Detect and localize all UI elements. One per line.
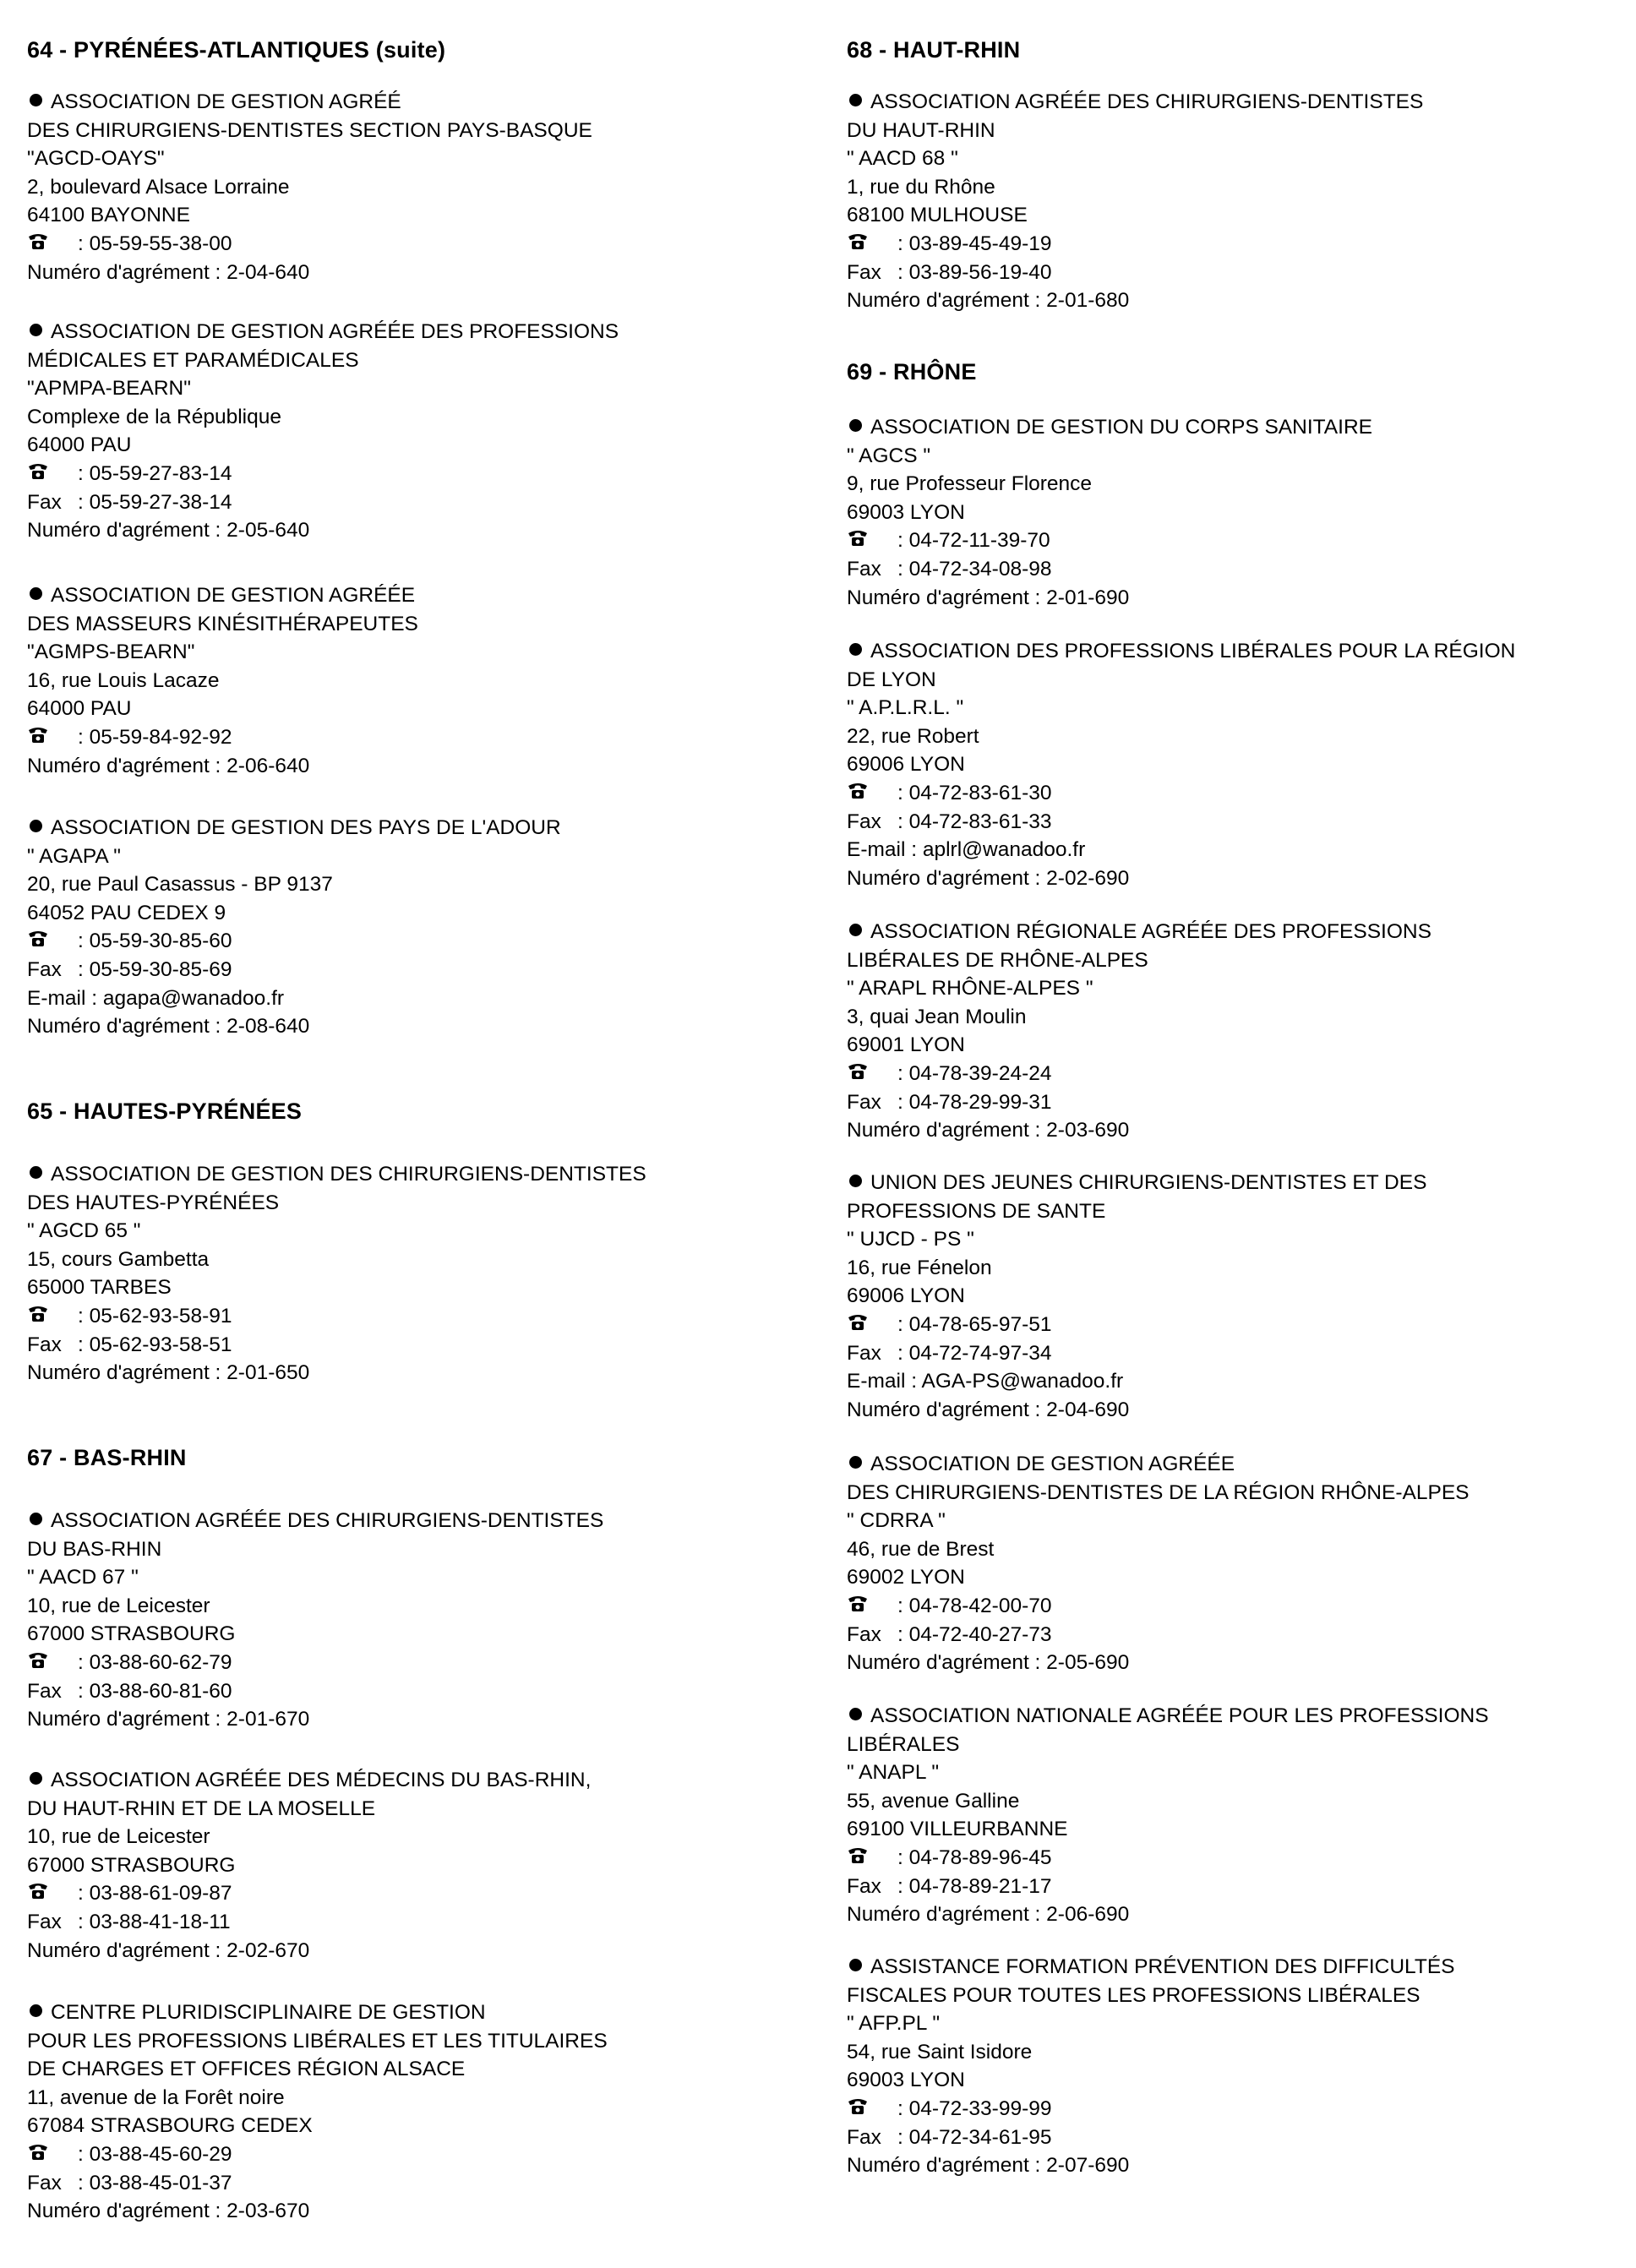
entry-name: DU HAUT-RHIN ET DE LA MOSELLE <box>27 1796 376 1820</box>
entry-phone: : 04-78-65-97-51 <box>897 1312 1052 1336</box>
entry-city: 69006 LYON <box>847 1284 965 1308</box>
entry-name: ASSOCIATION AGRÉÉE DES CHIRURGIENS-DENTISTES <box>51 1509 604 1532</box>
entry-name: ASSOCIATION DE GESTION DU CORPS SANITAIRE <box>870 416 1372 439</box>
fax-label: Fax <box>847 1341 881 1365</box>
bullet-icon <box>30 820 42 832</box>
bullet-icon <box>849 94 862 106</box>
fax-label: Fax <box>847 810 881 833</box>
entry-acronym: " A.P.L.R.L. " <box>847 696 964 720</box>
entry-city: 69002 LYON <box>847 1566 965 1589</box>
entry-agrement: Numéro d'agrément : 2-01-690 <box>847 586 1130 609</box>
entry-fax: : 03-88-60-81-60 <box>78 1679 232 1703</box>
entry-name: ASSOCIATION DE GESTION AGRÉÉE DES PROFESSIONS <box>51 320 619 343</box>
fax-label: Fax <box>847 1874 881 1898</box>
entry-name: ASSOCIATION DE GESTION DES PAYS DE L'ADOUR <box>51 816 561 839</box>
entry-fax: : 04-72-83-61-33 <box>897 810 1052 833</box>
entry-fax: : 04-72-34-08-98 <box>897 557 1052 581</box>
entry-phone: : 03-88-60-62-79 <box>78 1650 232 1674</box>
fax-label: Fax <box>27 1910 62 1933</box>
entry-phone: : 04-78-42-00-70 <box>897 1594 1052 1617</box>
phone-icon <box>27 1883 49 1900</box>
entry-city: 69001 LYON <box>847 1033 965 1057</box>
phone-icon <box>27 463 49 480</box>
entry-street: Complexe de la République <box>27 405 281 428</box>
entry-phone: : 03-88-45-60-29 <box>78 2142 232 2166</box>
directory-entry <box>27 318 619 545</box>
entry-name: DU BAS-RHIN <box>27 1537 162 1561</box>
bullet-icon <box>849 419 862 432</box>
directory-entry <box>27 581 418 780</box>
entry-acronym: " AFP.PL " <box>847 2012 941 2036</box>
entry-name: DE CHARGES ET OFFICES RÉGION ALSACE <box>27 2058 466 2081</box>
phone-icon <box>847 782 869 799</box>
entry-city: 69006 LYON <box>847 753 965 777</box>
entry-street: 46, rue de Brest <box>847 1537 995 1561</box>
fax-label: Fax <box>27 957 62 981</box>
entry-street: 3, quai Jean Moulin <box>847 1005 1027 1028</box>
entry-city: 64100 BAYONNE <box>27 204 190 227</box>
fax-label: Fax <box>27 490 62 514</box>
fax-label: Fax <box>847 260 881 284</box>
bullet-icon <box>849 1456 862 1469</box>
entry-fax: : 04-78-89-21-17 <box>897 1874 1052 1898</box>
entry-phone: : 03-89-45-49-19 <box>897 232 1052 255</box>
directory-entry <box>27 1766 591 1965</box>
entry-agrement: Numéro d'agrément : 2-06-640 <box>27 754 310 777</box>
entry-name: POUR LES PROFESSIONS LIBÉRALES ET LES TITULAIRES <box>27 2029 608 2053</box>
entry-street: 16, rue Louis Lacaze <box>27 668 220 692</box>
fax-label: Fax <box>847 1090 881 1114</box>
entry-phone: : 05-59-30-85-60 <box>78 930 232 953</box>
entry-name: ASSOCIATION DES PROFESSIONS LIBÉRALES POUR LA RÉGION <box>870 640 1516 662</box>
section-heading: 68 - HAUT-RHIN <box>847 37 1021 63</box>
bullet-icon <box>30 324 42 336</box>
directory-entry <box>847 1169 1426 1424</box>
entry-acronym: " UJCD - PS " <box>847 1228 974 1251</box>
fax-label: Fax <box>27 1679 62 1703</box>
entry-phone: : 04-78-39-24-24 <box>897 1061 1052 1085</box>
entry-name: ASSOCIATION AGRÉÉE DES MÉDECINS DU BAS-RHIN, <box>51 1769 592 1791</box>
entry-phone: : 03-88-61-09-87 <box>78 1882 232 1905</box>
entry-agrement: Numéro d'agrément : 2-05-690 <box>847 1651 1130 1675</box>
entry-agrement: Numéro d'agrément : 2-04-640 <box>27 260 310 284</box>
entry-name: DES CHIRURGIENS-DENTISTES SECTION PAYS-BASQUE <box>27 118 592 142</box>
entry-fax: : 05-59-30-85-69 <box>78 957 232 981</box>
entry-acronym: " AGAPA " <box>27 844 121 868</box>
entry-fax: : 05-59-27-38-14 <box>78 490 232 514</box>
entry-name: ASSOCIATION DE GESTION AGRÉÉE <box>870 1453 1235 1475</box>
entry-phone: : 05-62-93-58-91 <box>78 1304 232 1328</box>
entry-name: DES CHIRURGIENS-DENTISTES DE LA RÉGION RHÔNE-ALPES <box>847 1480 1470 1504</box>
entry-acronym: " AGCD 65 " <box>27 1219 141 1243</box>
entry-agrement: Numéro d'agrément : 2-01-670 <box>27 1708 310 1731</box>
entry-acronym: "APMPA-BEARN" <box>27 377 191 401</box>
entry-street: 22, rue Robert <box>847 724 979 748</box>
entry-phone: : 04-72-33-99-99 <box>897 2096 1052 2120</box>
entry-city: 67000 STRASBOURG <box>27 1622 236 1646</box>
entry-name: UNION DES JEUNES CHIRURGIENS-DENTISTES ET DES <box>870 1171 1427 1194</box>
directory-entry <box>27 1160 646 1388</box>
entry-city: 67000 STRASBOURG <box>27 1853 236 1877</box>
phone-icon <box>847 1847 869 1864</box>
phone-icon <box>27 727 49 744</box>
entry-street: 15, cours Gambetta <box>27 1247 210 1271</box>
entry-name: ASSOCIATION DE GESTION AGRÉÉ <box>51 90 401 113</box>
fax-label: Fax <box>27 1333 62 1356</box>
entry-name: DE LYON <box>847 668 936 691</box>
entry-name: ASSOCIATION NATIONALE AGRÉÉE POUR LES PROFESSIONS <box>870 1704 1489 1727</box>
entry-agrement: Numéro d'agrément : 2-03-690 <box>847 1119 1130 1142</box>
bullet-icon <box>30 587 42 600</box>
entry-name: LIBÉRALES <box>847 1732 960 1756</box>
phone-icon <box>27 233 49 250</box>
entry-street: 10, rue de Leicester <box>27 1594 210 1617</box>
phone-icon <box>27 1652 49 1669</box>
entry-agrement: Numéro d'agrément : 2-03-670 <box>27 2200 310 2223</box>
entry-name: PROFESSIONS DE SANTE <box>847 1199 1106 1223</box>
entry-name: FISCALES POUR TOUTES LES PROFESSIONS LIBÉRALES <box>847 1983 1421 2007</box>
bullet-icon <box>849 1959 862 1971</box>
entry-phone: : 04-78-89-96-45 <box>897 1845 1052 1869</box>
entry-city: 64000 PAU <box>27 433 132 457</box>
entry-acronym: " ANAPL " <box>847 1761 940 1785</box>
directory-entry <box>847 1450 1470 1677</box>
entry-city: 64052 PAU CEDEX 9 <box>27 901 226 924</box>
entry-email: E-mail : aplrl@wanadoo.fr <box>847 838 1086 862</box>
bullet-icon <box>30 2004 42 2017</box>
directory-entry <box>27 88 592 286</box>
entry-fax: : 03-89-56-19-40 <box>897 260 1052 284</box>
entry-agrement: Numéro d'agrément : 2-02-670 <box>27 1938 310 1962</box>
directory-entry <box>847 413 1372 612</box>
entry-email: E-mail : AGA-PS@wanadoo.fr <box>847 1370 1124 1393</box>
entry-agrement: Numéro d'agrément : 2-05-640 <box>27 519 310 542</box>
fax-label: Fax <box>27 2171 62 2194</box>
entry-acronym: " CDRRA " <box>847 1509 946 1533</box>
entry-city: 68100 MULHOUSE <box>847 204 1028 227</box>
entry-acronym: " AGCS " <box>847 444 931 467</box>
bullet-icon <box>849 924 862 936</box>
entry-fax: : 04-72-34-61-95 <box>897 2125 1052 2149</box>
phone-icon <box>847 1314 869 1331</box>
bullet-icon <box>30 1772 42 1785</box>
entry-street: 11, avenue de la Forêt noire <box>27 2085 285 2109</box>
bullet-icon <box>30 1513 42 1525</box>
bullet-icon <box>849 1708 862 1720</box>
entry-city: 64000 PAU <box>27 697 132 721</box>
entry-fax: : 04-72-40-27-73 <box>897 1622 1052 1646</box>
entry-street: 20, rue Paul Casassus - BP 9137 <box>27 873 333 897</box>
entry-name: DES MASSEURS KINÉSITHÉRAPEUTES <box>27 612 418 635</box>
entry-acronym: "AGMPS-BEARN" <box>27 641 195 664</box>
entry-phone: : 04-72-83-61-30 <box>897 781 1052 804</box>
entry-street: 10, rue de Leicester <box>27 1825 210 1849</box>
entry-street: 16, rue Fénelon <box>847 1256 992 1279</box>
bullet-icon <box>849 1175 862 1187</box>
entry-name: ASSOCIATION AGRÉÉE DES CHIRURGIENS-DENTISTES <box>870 90 1424 113</box>
entry-phone: : 05-59-27-83-14 <box>78 461 232 485</box>
fax-label: Fax <box>847 557 881 581</box>
section-heading: 65 - HAUTES-PYRÉNÉES <box>27 1099 303 1124</box>
entry-name: MÉDICALES ET PARAMÉDICALES <box>27 348 359 372</box>
entry-acronym: " AACD 68 " <box>847 147 958 171</box>
section-heading: 69 - RHÔNE <box>847 359 977 384</box>
bullet-icon <box>849 643 862 656</box>
directory-entry <box>847 1953 1455 2180</box>
entry-name: ASSOCIATION DE GESTION DES CHIRURGIENS-DENTISTES <box>51 1163 646 1186</box>
entry-acronym: " AACD 67 " <box>27 1566 139 1589</box>
entry-name: LIBÉRALES DE RHÔNE-ALPES <box>847 948 1148 972</box>
phone-icon <box>847 530 869 547</box>
entry-agrement: Numéro d'agrément : 2-02-690 <box>847 866 1130 890</box>
directory-entry <box>847 918 1432 1145</box>
entry-agrement: Numéro d'agrément : 2-01-650 <box>27 1361 310 1385</box>
entry-name: DES HAUTES-PYRÉNÉES <box>27 1191 280 1214</box>
fax-label: Fax <box>847 2125 881 2149</box>
directory-entry <box>847 637 1515 892</box>
directory-entry <box>27 814 561 1041</box>
entry-email: E-mail : agapa@wanadoo.fr <box>27 986 285 1010</box>
phone-icon <box>27 1306 49 1322</box>
entry-fax: : 03-88-41-18-11 <box>78 1910 231 1933</box>
entry-name: CENTRE PLURIDISCIPLINAIRE DE GESTION <box>51 2001 486 2024</box>
entry-city: 69100 VILLEURBANNE <box>847 1818 1068 1841</box>
directory-entry <box>27 1998 608 2226</box>
entry-agrement: Numéro d'agrément : 2-01-680 <box>847 289 1130 313</box>
entry-street: 55, avenue Galline <box>847 1789 1020 1813</box>
entry-fax: : 05-62-93-58-51 <box>78 1333 232 1356</box>
phone-icon <box>27 930 49 947</box>
entry-street: 2, boulevard Alsace Lorraine <box>27 175 290 199</box>
bullet-icon <box>30 1166 42 1179</box>
entry-agrement: Numéro d'agrément : 2-06-690 <box>847 1903 1130 1927</box>
entry-name: ASSISTANCE FORMATION PRÉVENTION DES DIFFICULTÉS <box>870 1955 1455 1978</box>
entry-fax: : 03-88-45-01-37 <box>78 2171 232 2194</box>
entry-fax: : 04-78-29-99-31 <box>897 1090 1052 1114</box>
directory-entry <box>847 88 1423 315</box>
entry-city: 69003 LYON <box>847 500 965 524</box>
entry-agrement: Numéro d'agrément : 2-08-640 <box>27 1015 310 1039</box>
phone-icon <box>847 2098 869 2115</box>
entry-phone: : 04-72-11-39-70 <box>897 529 1050 553</box>
phone-icon <box>27 2144 49 2161</box>
phone-icon <box>847 233 869 250</box>
entry-city: 67084 STRASBOURG CEDEX <box>27 2114 313 2138</box>
entry-name: ASSOCIATION DE GESTION AGRÉÉE <box>51 584 416 607</box>
section-heading: 67 - BAS-RHIN <box>27 1445 187 1470</box>
entry-street: 54, rue Saint Isidore <box>847 2040 1033 2064</box>
entry-phone: : 05-59-84-92-92 <box>78 725 232 749</box>
bullet-icon <box>30 94 42 106</box>
phone-icon <box>847 1063 869 1080</box>
entry-city: 69003 LYON <box>847 2069 965 2092</box>
section-heading: 64 - PYRÉNÉES-ATLANTIQUES (suite) <box>27 37 446 63</box>
entry-phone: : 05-59-55-38-00 <box>78 232 232 255</box>
entry-agrement: Numéro d'agrément : 2-04-690 <box>847 1398 1130 1421</box>
entry-acronym: "AGCD-OAYS" <box>27 147 165 171</box>
entry-acronym: " ARAPL RHÔNE-ALPES " <box>847 977 1093 1000</box>
entry-name: ASSOCIATION RÉGIONALE AGRÉÉE DES PROFESSIONS <box>870 920 1432 943</box>
directory-entry <box>847 1702 1489 1929</box>
entry-city: 65000 TARBES <box>27 1276 172 1300</box>
entry-fax: : 04-72-74-97-34 <box>897 1341 1052 1365</box>
phone-icon <box>847 1595 869 1612</box>
entry-agrement: Numéro d'agrément : 2-07-690 <box>847 2154 1130 2178</box>
entry-street: 1, rue du Rhône <box>847 175 995 199</box>
fax-label: Fax <box>847 1622 881 1646</box>
directory-entry <box>27 1507 603 1734</box>
entry-street: 9, rue Professeur Florence <box>847 472 1093 496</box>
entry-name: DU HAUT-RHIN <box>847 118 995 142</box>
